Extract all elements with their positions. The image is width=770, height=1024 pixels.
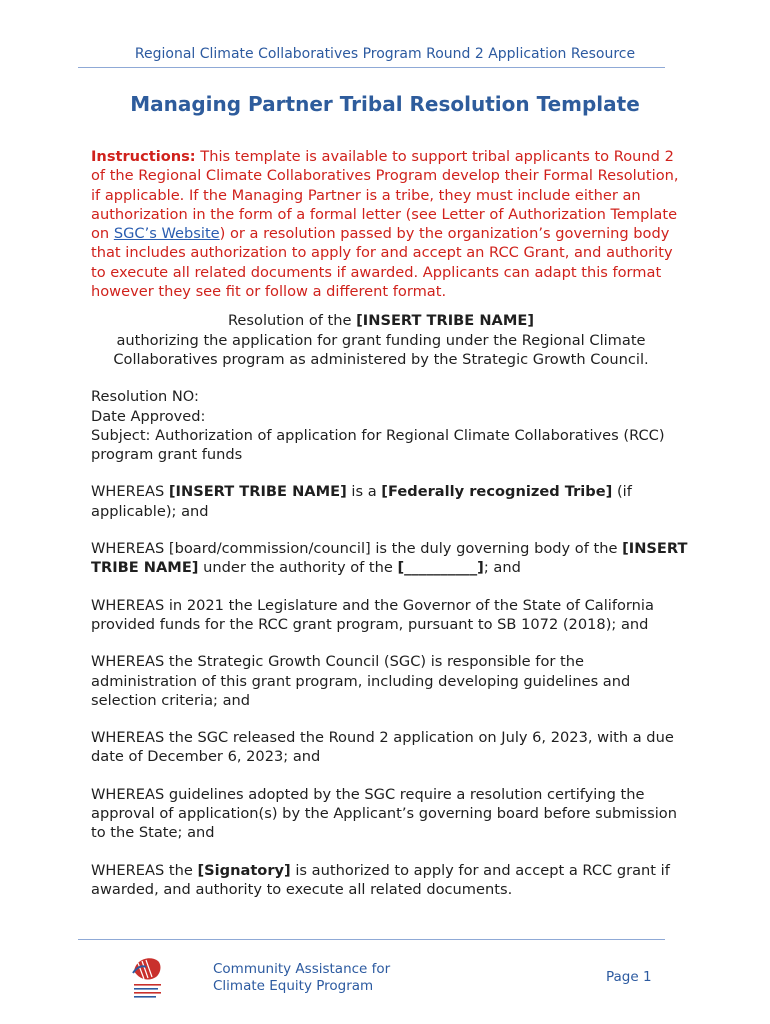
program-logo-icon	[128, 953, 168, 1005]
footer-divider	[78, 939, 665, 940]
resolution-of-text: Resolution of the	[227, 312, 357, 330]
header-divider	[78, 67, 665, 68]
footer-program-name	[213, 961, 390, 995]
document-body	[91, 147, 691, 899]
date-approved-label: Date Approved:	[91, 407, 206, 425]
footer-program-line1: Community Assistance for	[213, 961, 391, 977]
resolution-heading-line1	[81, 311, 681, 330]
tribe-name-placeholder: [INSERT TRIBE NAME]	[91, 540, 688, 577]
resolution-number-label: Resolution NO:	[91, 388, 199, 406]
instructions-label: Instructions:	[91, 148, 196, 165]
whereas-clause-6: WHEREAS guidelines adopted by the SGC require a resolution certifying the approval of application(s) by the Applicant’s governing board before submission to the State; and	[91, 785, 677, 842]
sgc-website-link[interactable]: SGC’s Website	[113, 225, 220, 243]
resolution-heading-line3: Collaboratives program as administered by the Strategic Growth Council.	[113, 350, 649, 368]
whereas-clause-2	[91, 539, 691, 578]
w2-text: ; and	[483, 559, 521, 577]
w2-text: under the authority of the	[198, 559, 398, 577]
whereas-clause-1	[91, 482, 691, 521]
instructions-text-a: This template is available to support tribal applicants to Round 2 of the Regional Climate Collaboratives Program develop their Formal Resolution, if applicable. If the Managing Partner is a tribe, they must include either an authorization in the form of a formal letter (see Letter of Authorization Template on	[91, 148, 679, 243]
w7-text: WHEREAS the	[91, 861, 198, 879]
running-header: Regional Climate Collaboratives Program Round 2 Application Resource	[134, 46, 636, 62]
signatory-placeholder: [Signatory]	[197, 861, 291, 879]
w1-text: (if applicable); and	[91, 483, 632, 520]
resolution-heading-line2: authorizing the application for grant funding under the Regional Climate	[116, 331, 646, 349]
subject-line: Subject: Authorization of application for Regional Climate Collaboratives (RCC) program grant funds	[91, 426, 665, 464]
authority-placeholder: [__________]	[397, 559, 484, 577]
whereas-clause-7	[91, 861, 691, 900]
tribe-name-placeholder: [INSERT TRIBE NAME]	[168, 483, 347, 501]
whereas-clause-4: WHEREAS the Strategic Growth Council (SGC) is responsible for the administration of this grant program, including developing guidelines and selection criteria; and	[91, 653, 631, 709]
w1-text: is a	[346, 483, 382, 501]
instructions-text-b: ) or a resolution passed by the organization’s governing body that includes authorization to apply for and accept an RCC Grant, and authority to execute all related documents if awarded. Applicants can adapt this format however they see fit or follow a different format.	[91, 225, 673, 301]
resolution-meta	[91, 387, 691, 464]
footer-program-line2: Climate Equity Program	[213, 978, 374, 994]
page-title: Managing Partner Tribal Resolution Template	[130, 92, 640, 116]
w2-text: WHEREAS [board/commission/council] is the duly governing body of the	[91, 540, 623, 558]
page-number: Page 1	[606, 969, 652, 985]
whereas-clause-5: WHEREAS the SGC released the Round 2 application on July 6, 2023, with a due date of December 6, 2023; and	[91, 729, 674, 766]
w1-text: WHEREAS	[91, 483, 169, 501]
whereas-clause-3: WHEREAS in 2021 the Legislature and the Governor of the State of California provided funds for the RCC grant program, pursuant to SB 1072 (2018); and	[91, 596, 654, 633]
tribe-name-placeholder: [INSERT TRIBE NAME]	[356, 312, 535, 330]
instructions-paragraph	[91, 147, 691, 301]
resolution-heading	[81, 311, 681, 369]
tribe-status-placeholder: [Federally recognized Tribe]	[381, 483, 613, 501]
w7-text: is authorized to apply for and accept a RCC grant if awarded, and authority to execute all related documents.	[91, 861, 670, 898]
